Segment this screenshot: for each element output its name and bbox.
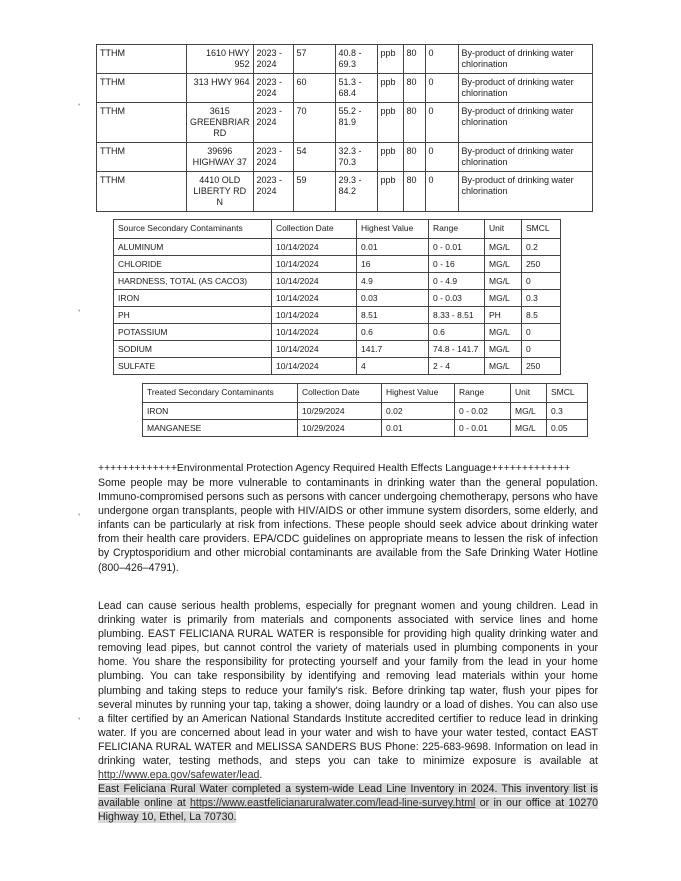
treated-secondary-table xyxy=(142,383,588,437)
table-cell: MG/L xyxy=(485,256,522,273)
tthm-year-cell: 2023 - 2024 xyxy=(253,143,293,172)
table-cell: 0.02 xyxy=(382,403,455,420)
column-header: SMCL xyxy=(522,220,561,239)
tthm-highest-cell: 59 xyxy=(293,172,335,212)
tthm-range-cell: 32.3 - 70.3 xyxy=(335,143,377,172)
column-header: Source Secondary Contaminants xyxy=(114,220,272,239)
table-cell: 10/14/2024 xyxy=(272,358,357,375)
table-cell: 0.2 xyxy=(522,239,561,256)
tthm-highest-cell: 70 xyxy=(293,103,335,143)
table-cell: MANGANESE xyxy=(143,420,298,437)
tthm-range-cell: 51.3 - 68.4 xyxy=(335,74,377,103)
tthm-mcl-cell: 80 xyxy=(403,103,425,143)
column-header: Unit xyxy=(511,384,547,403)
table-cell: SODIUM xyxy=(114,341,272,358)
table-row xyxy=(97,172,593,212)
table-cell: MG/L xyxy=(485,239,522,256)
tthm-source-cell: By-product of drinking water chlorination xyxy=(458,143,592,172)
table-cell: 0 xyxy=(522,341,561,358)
tthm-highest-cell: 57 xyxy=(293,45,335,74)
table-cell: MG/L xyxy=(485,290,522,307)
tthm-source-cell: By-product of drinking water chlorination xyxy=(458,172,592,212)
table-cell: 4.9 xyxy=(357,273,429,290)
table-cell: 8.5 xyxy=(522,307,561,324)
tthm-source-cell: By-product of drinking water chlorination xyxy=(458,74,592,103)
tthm-contaminant-cell: TTHM xyxy=(97,172,187,212)
column-header: Range xyxy=(429,220,485,239)
tthm-mcl-cell: 80 xyxy=(403,45,425,74)
table-cell: 2 - 4 xyxy=(429,358,485,375)
tthm-location-cell: 313 HWY 964 xyxy=(187,74,254,103)
tthm-mcl-cell: 80 xyxy=(403,172,425,212)
tthm-contaminant-cell: TTHM xyxy=(97,45,187,74)
tthm-contaminant-cell: TTHM xyxy=(97,103,187,143)
table-cell: MG/L xyxy=(511,403,547,420)
tthm-contaminant-cell: TTHM xyxy=(97,74,187,103)
tthm-contaminant-cell: TTHM xyxy=(97,143,187,172)
lead-line-inventory-paragraph xyxy=(98,782,598,824)
table-row xyxy=(114,273,561,290)
table-cell: 10/14/2024 xyxy=(272,341,357,358)
table-cell: MG/L xyxy=(485,324,522,341)
tthm-unit-cell: ppb xyxy=(377,143,403,172)
table-cell: PH xyxy=(114,307,272,324)
table-cell: 10/29/2024 xyxy=(298,420,382,437)
tthm-location-cell: 39696 HIGHWAY 37 xyxy=(187,143,254,172)
tthm-mclg-cell: 0 xyxy=(425,45,458,74)
scan-mark: • xyxy=(78,102,81,109)
tthm-source-cell: By-product of drinking water chlorination xyxy=(458,45,592,74)
table-cell: 0.6 xyxy=(429,324,485,341)
table-cell: 0 xyxy=(522,273,561,290)
column-header: Range xyxy=(455,384,511,403)
tthm-range-cell: 29.3 - 84.2 xyxy=(335,172,377,212)
tthm-unit-cell: ppb xyxy=(377,74,403,103)
table-row xyxy=(97,103,593,143)
table-row xyxy=(97,74,593,103)
table-row xyxy=(114,307,561,324)
health-effects-heading: +++++++++++++Environmental Protection Agency Required Health Effects Language+++++++++++++ xyxy=(98,463,571,474)
table-cell: 0 - 0.01 xyxy=(429,239,485,256)
table-cell: 0.03 xyxy=(357,290,429,307)
table-cell: 250 xyxy=(522,358,561,375)
table-cell: 10/14/2024 xyxy=(272,290,357,307)
tthm-source-cell: By-product of drinking water chlorination xyxy=(458,103,592,143)
table-cell: 0 - 16 xyxy=(429,256,485,273)
column-header: Collection Date xyxy=(272,220,357,239)
inventory-text-start: East Feliciana Rural Water completed a system-wide Lead Line Inventory in 2024. This inventory list is available online at xyxy=(98,783,598,810)
table-cell: 10/14/2024 xyxy=(272,239,357,256)
tthm-year-cell: 2023 - 2024 xyxy=(253,103,293,143)
table-cell: 4 xyxy=(357,358,429,375)
table-cell: 0 - 0.03 xyxy=(429,290,485,307)
table-row xyxy=(114,358,561,375)
epa-lead-link[interactable]: http://www.epa.gov/safewater/lead xyxy=(98,769,260,782)
table-cell: POTASSIUM xyxy=(114,324,272,341)
table-cell: 0.3 xyxy=(522,290,561,307)
tthm-mclg-cell: 0 xyxy=(425,172,458,212)
tthm-mcl-cell: 80 xyxy=(403,143,425,172)
table-row xyxy=(114,341,561,358)
table-cell: 8.51 xyxy=(357,307,429,324)
tthm-year-cell: 2023 - 2024 xyxy=(253,172,293,212)
tthm-mclg-cell: 0 xyxy=(425,103,458,143)
table-cell: 10/14/2024 xyxy=(272,324,357,341)
tthm-table xyxy=(96,44,593,212)
table-cell: 0.3 xyxy=(547,403,588,420)
column-header: Unit xyxy=(485,220,522,239)
tthm-unit-cell: ppb xyxy=(377,103,403,143)
column-header: Collection Date xyxy=(298,384,382,403)
tthm-mclg-cell: 0 xyxy=(425,143,458,172)
table-cell: SULFATE xyxy=(114,358,272,375)
table-cell: 0 xyxy=(522,324,561,341)
table-cell: 0.01 xyxy=(357,239,429,256)
table-cell: 0.6 xyxy=(357,324,429,341)
tthm-year-cell: 2023 - 2024 xyxy=(253,45,293,74)
table-cell: 0 - 4.9 xyxy=(429,273,485,290)
table-cell: IRON xyxy=(143,403,298,420)
table-cell: HARDNESS, TOTAL (AS CACO3) xyxy=(114,273,272,290)
table-cell: 250 xyxy=(522,256,561,273)
table-cell: 0 - 0.01 xyxy=(455,420,511,437)
tthm-year-cell: 2023 - 2024 xyxy=(253,74,293,103)
table-cell: 0.01 xyxy=(382,420,455,437)
column-header: Highest Value xyxy=(382,384,455,403)
table-cell: CHLORIDE xyxy=(114,256,272,273)
column-header: SMCL xyxy=(547,384,588,403)
lead-line-survey-link[interactable]: https://www.eastfelicianaruralwater.com/lead-line-survey.html xyxy=(190,797,476,810)
lead-paragraph-end: . xyxy=(259,769,263,782)
tthm-location-cell: 3615 GREENBRIAR RD xyxy=(187,103,254,143)
tthm-unit-cell: ppb xyxy=(377,172,403,212)
table-cell: 10/14/2024 xyxy=(272,256,357,273)
tthm-mclg-cell: 0 xyxy=(425,74,458,103)
table-cell: 10/14/2024 xyxy=(272,273,357,290)
tthm-location-cell: 4410 OLD LIBERTY RD N xyxy=(187,172,254,212)
table-cell: 0 - 0.02 xyxy=(455,403,511,420)
table-cell: MG/L xyxy=(511,420,547,437)
lead-paragraph-body: Lead can cause serious health problems, especially for pregnant women and young children. Lead in drinking water is primarily from materials and components associated with service lines and home plumbing. EAST FELICIANA RURAL WATER is responsible for providing high quality drinking water and removing lead pipes, but cannot control the variety of materials used in plumbing components in your home. You share the responsibility for protecting yourself and your family from the lead in your home plumbing. You can take responsibility by identifying and removing lead materials within your home plumbing and taking steps to reduce your family's risk. Before drinking tap water, flush your pipes for several minutes by running your tap, taking a shower, doing laundry or a load of dishes. You can also use a filter certified by an American National Standards Institute accredited certifier to reduce lead in drinking water. If you are concerned about lead in your water and wish to have your water tested, contact EAST FELICIANA RURAL WATER and MELISSA SANDERS BUS Phone: 225-683-9698. Information on lead in drinking water, testing methods, and steps you can take to minimize exposure is available at xyxy=(98,600,598,768)
inventory-text-end: or in our office at 10270 Highway 10, Ethel, La 70730. xyxy=(98,797,598,824)
scan-mark: • xyxy=(78,308,81,315)
tthm-highest-cell: 60 xyxy=(293,74,335,103)
table-row xyxy=(97,143,593,172)
table-cell: 141.7 xyxy=(357,341,429,358)
tthm-unit-cell: ppb xyxy=(377,45,403,74)
tthm-mcl-cell: 80 xyxy=(403,74,425,103)
table-cell: 10/14/2024 xyxy=(272,307,357,324)
source-secondary-table xyxy=(113,219,561,375)
table-cell: MG/L xyxy=(485,358,522,375)
table-cell: 0.05 xyxy=(547,420,588,437)
table-cell: ALUMINUM xyxy=(114,239,272,256)
vulnerable-populations-paragraph: Some people may be more vulnerable to contaminants in drinking water than the general population. Immuno-compromised persons such as persons with cancer undergoing chemotherapy, persons who have undergone organ transplants, people with HIV/AIDS or other immune system disorders, some elderly, and infants can be particularly at risk from infections. These people should seek advice about drinking water from their health care providers. EPA/CDC guidelines on appropriate means to lessen the risk of infection by Cryptosporidium and other microbial contaminants are available from the Safe Drinking Water Hotline (800–426–4791). xyxy=(98,477,598,574)
table-row xyxy=(114,239,561,256)
table-cell: MG/L xyxy=(485,341,522,358)
scan-mark: • xyxy=(78,716,81,723)
table-row xyxy=(97,45,593,74)
table-cell: 8.33 - 8.51 xyxy=(429,307,485,324)
table-cell: PH xyxy=(485,307,522,324)
table-cell: 16 xyxy=(357,256,429,273)
tthm-range-cell: 40.8 - 69.3 xyxy=(335,45,377,74)
table-cell: 10/29/2024 xyxy=(298,403,382,420)
lead-paragraph xyxy=(98,599,598,782)
column-header: Highest Value xyxy=(357,220,429,239)
column-header: Treated Secondary Contaminants xyxy=(143,384,298,403)
table-row xyxy=(114,256,561,273)
table-row xyxy=(143,403,588,420)
tthm-range-cell: 55.2 - 81.9 xyxy=(335,103,377,143)
scan-mark: • xyxy=(78,512,81,519)
table-row xyxy=(143,420,588,437)
table-cell: 74.8 - 141.7 xyxy=(429,341,485,358)
table-cell: IRON xyxy=(114,290,272,307)
tthm-location-cell: 1610 HWY 952 xyxy=(187,45,254,74)
tthm-highest-cell: 54 xyxy=(293,143,335,172)
table-row xyxy=(114,324,561,341)
table-cell: MG/L xyxy=(485,273,522,290)
table-row xyxy=(114,290,561,307)
